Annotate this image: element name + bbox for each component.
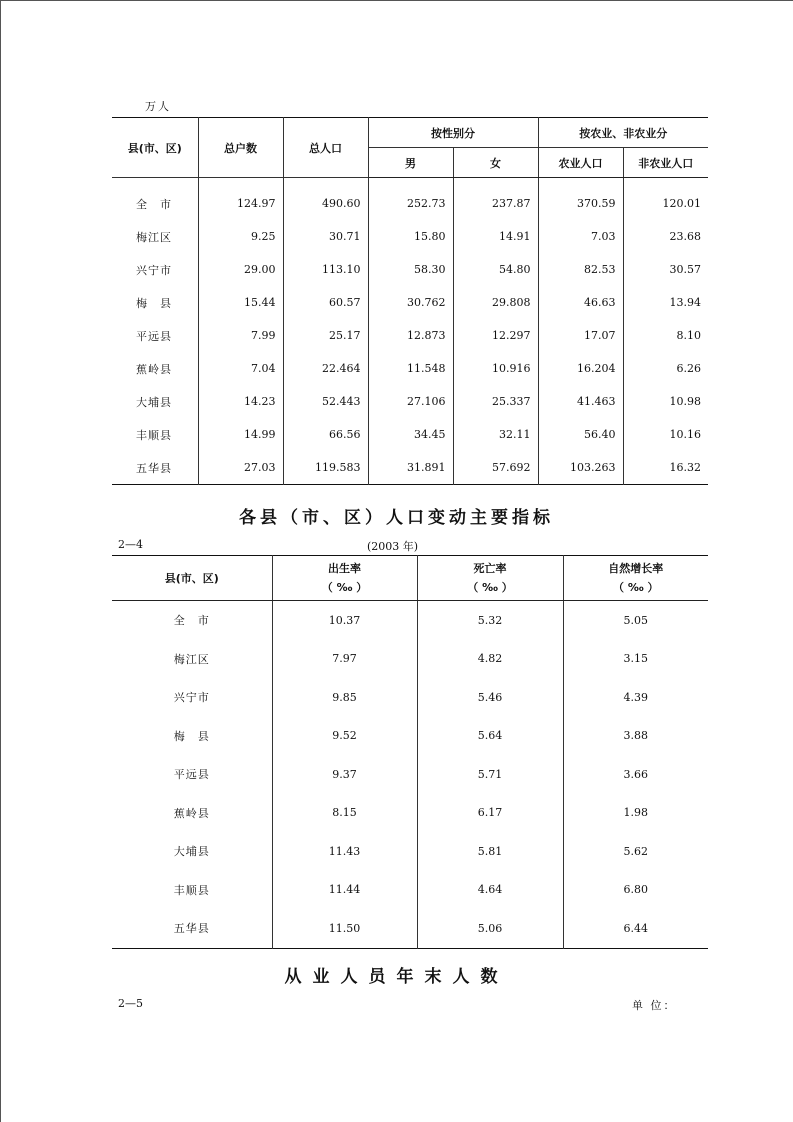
cell-female: 57.692 — [453, 451, 538, 485]
table1-unit: 万人 — [145, 100, 171, 113]
cell-death: 5.32 — [417, 601, 563, 640]
cell-male: 27.106 — [368, 385, 453, 418]
cell-female: 32.11 — [453, 418, 538, 451]
cell-name: 丰顺县 — [136, 428, 172, 442]
cell-name: 平远县 — [136, 329, 172, 343]
cell-female: 54.80 — [453, 253, 538, 286]
cell-natural: 3.15 — [563, 640, 708, 679]
cell-male: 15.80 — [368, 220, 453, 253]
cell-nonagri: 10.16 — [623, 418, 708, 451]
cell-birth: 11.43 — [272, 832, 417, 871]
table-row — [112, 794, 708, 833]
cell-households: 15.44 — [198, 286, 283, 319]
cell-name: 兴宁市 — [173, 691, 210, 705]
cell-female: 237.87 — [453, 178, 538, 221]
cell-natural: 4.39 — [563, 678, 708, 717]
header-death-rate: 死亡率 （ ‰ ） — [417, 556, 563, 601]
header-county: 县(市、区) — [112, 118, 198, 178]
table-row — [112, 220, 708, 253]
cell-male: 31.891 — [368, 451, 453, 485]
cell-agri: 370.59 — [538, 178, 623, 221]
cell-death: 4.64 — [417, 871, 563, 910]
population-change-table — [112, 555, 708, 949]
cell-nonagri: 30.57 — [623, 253, 708, 286]
cell-households: 29.00 — [198, 253, 283, 286]
header-by-agri: 按农业、非农业分 — [538, 118, 708, 148]
cell-natural: 5.05 — [563, 601, 708, 640]
header-male: 男 — [368, 148, 453, 178]
cell-name: 梅 县 — [173, 729, 210, 743]
cell-name: 丰顺县 — [173, 883, 210, 897]
header-by-sex: 按性别分 — [368, 118, 538, 148]
cell-households: 14.99 — [198, 418, 283, 451]
table-row — [112, 755, 708, 794]
cell-natural: 6.80 — [563, 871, 708, 910]
table-row — [112, 352, 708, 385]
table-row — [112, 385, 708, 418]
cell-death: 5.81 — [417, 832, 563, 871]
table-row — [112, 451, 708, 485]
cell-population: 25.17 — [283, 319, 368, 352]
table2-number: 2—4 — [118, 538, 143, 551]
table3-number: 2—5 — [118, 997, 143, 1010]
cell-population: 490.60 — [283, 178, 368, 221]
cell-natural: 6.44 — [563, 909, 708, 948]
cell-population: 60.57 — [283, 286, 368, 319]
cell-birth: 10.37 — [272, 601, 417, 640]
cell-natural: 3.88 — [563, 717, 708, 756]
cell-nonagri: 120.01 — [623, 178, 708, 221]
cell-agri: 103.263 — [538, 451, 623, 485]
cell-death: 5.46 — [417, 678, 563, 717]
cell-nonagri: 13.94 — [623, 286, 708, 319]
cell-birth: 9.52 — [272, 717, 417, 756]
cell-households: 27.03 — [198, 451, 283, 485]
table-row — [112, 418, 708, 451]
cell-male: 12.873 — [368, 319, 453, 352]
cell-birth: 9.37 — [272, 755, 417, 794]
cell-name: 大埔县 — [173, 845, 210, 859]
cell-population: 22.464 — [283, 352, 368, 385]
table2-title: 各县（市、区）人口变动主要指标 — [239, 508, 554, 528]
cell-population: 119.583 — [283, 451, 368, 485]
page-top-border — [0, 0, 793, 1]
cell-natural: 1.98 — [563, 794, 708, 833]
cell-death: 5.71 — [417, 755, 563, 794]
table-row — [112, 601, 708, 640]
table3-unit-label: 单 位： — [632, 999, 677, 1012]
population-table — [112, 117, 708, 485]
header-agri: 农业人口 — [538, 148, 623, 178]
cell-death: 5.06 — [417, 909, 563, 948]
cell-female: 25.337 — [453, 385, 538, 418]
table-row — [112, 253, 708, 286]
cell-population: 66.56 — [283, 418, 368, 451]
cell-households: 9.25 — [198, 220, 283, 253]
cell-natural: 3.66 — [563, 755, 708, 794]
cell-name: 全 市 — [136, 197, 172, 211]
cell-death: 4.82 — [417, 640, 563, 679]
cell-households: 7.99 — [198, 319, 283, 352]
cell-nonagri: 6.26 — [623, 352, 708, 385]
cell-name: 大埔县 — [136, 395, 172, 409]
header-female: 女 — [453, 148, 538, 178]
cell-female: 12.297 — [453, 319, 538, 352]
cell-nonagri: 23.68 — [623, 220, 708, 253]
page-left-border — [0, 0, 1, 1122]
cell-name: 蕉岭县 — [173, 806, 210, 820]
table-row — [112, 909, 708, 948]
cell-male: 30.762 — [368, 286, 453, 319]
table-row — [112, 717, 708, 756]
cell-female: 10.916 — [453, 352, 538, 385]
cell-name: 五华县 — [173, 922, 210, 936]
cell-nonagri: 8.10 — [623, 319, 708, 352]
cell-agri: 82.53 — [538, 253, 623, 286]
cell-death: 5.64 — [417, 717, 563, 756]
cell-birth: 9.85 — [272, 678, 417, 717]
table-row — [112, 319, 708, 352]
cell-male: 34.45 — [368, 418, 453, 451]
cell-name: 平远县 — [173, 768, 210, 782]
header-nonagri: 非农业人口 — [623, 148, 708, 178]
cell-name: 五华县 — [136, 461, 172, 475]
cell-birth: 7.97 — [272, 640, 417, 679]
cell-households: 124.97 — [198, 178, 283, 221]
table-row — [112, 640, 708, 679]
cell-natural: 5.62 — [563, 832, 708, 871]
cell-birth: 8.15 — [272, 794, 417, 833]
cell-name: 蕉岭县 — [136, 362, 172, 376]
cell-nonagri: 16.32 — [623, 451, 708, 485]
cell-population: 30.71 — [283, 220, 368, 253]
cell-female: 14.91 — [453, 220, 538, 253]
cell-name: 梅江区 — [173, 652, 210, 666]
cell-agri: 46.63 — [538, 286, 623, 319]
cell-male: 252.73 — [368, 178, 453, 221]
cell-agri: 17.07 — [538, 319, 623, 352]
header-households: 总户数 — [198, 118, 283, 178]
cell-male: 11.548 — [368, 352, 453, 385]
header-natural-growth-rate: 自然增长率 （ ‰ ） — [563, 556, 708, 601]
header-population: 总人口 — [283, 118, 368, 178]
cell-name: 梅 县 — [136, 296, 172, 310]
table-row — [112, 832, 708, 871]
cell-agri: 41.463 — [538, 385, 623, 418]
cell-agri: 7.03 — [538, 220, 623, 253]
cell-male: 58.30 — [368, 253, 453, 286]
table-row — [112, 286, 708, 319]
table3-title: 从业人员年末人数 — [284, 967, 509, 987]
cell-death: 6.17 — [417, 794, 563, 833]
cell-households: 14.23 — [198, 385, 283, 418]
cell-households: 7.04 — [198, 352, 283, 385]
table2-year: (2003 年) — [367, 540, 419, 553]
cell-name: 兴宁市 — [136, 263, 172, 277]
cell-name: 全 市 — [173, 614, 210, 628]
table-row — [112, 678, 708, 717]
cell-population: 113.10 — [283, 253, 368, 286]
cell-nonagri: 10.98 — [623, 385, 708, 418]
cell-name: 梅江区 — [136, 230, 172, 244]
cell-female: 29.808 — [453, 286, 538, 319]
cell-agri: 56.40 — [538, 418, 623, 451]
table-row — [112, 871, 708, 910]
header-county: 县(市、区) — [112, 556, 272, 601]
cell-population: 52.443 — [283, 385, 368, 418]
cell-agri: 16.204 — [538, 352, 623, 385]
cell-birth: 11.50 — [272, 909, 417, 948]
cell-birth: 11.44 — [272, 871, 417, 910]
table-row — [112, 178, 708, 221]
header-birth-rate: 出生率 （ ‰ ） — [272, 556, 417, 601]
